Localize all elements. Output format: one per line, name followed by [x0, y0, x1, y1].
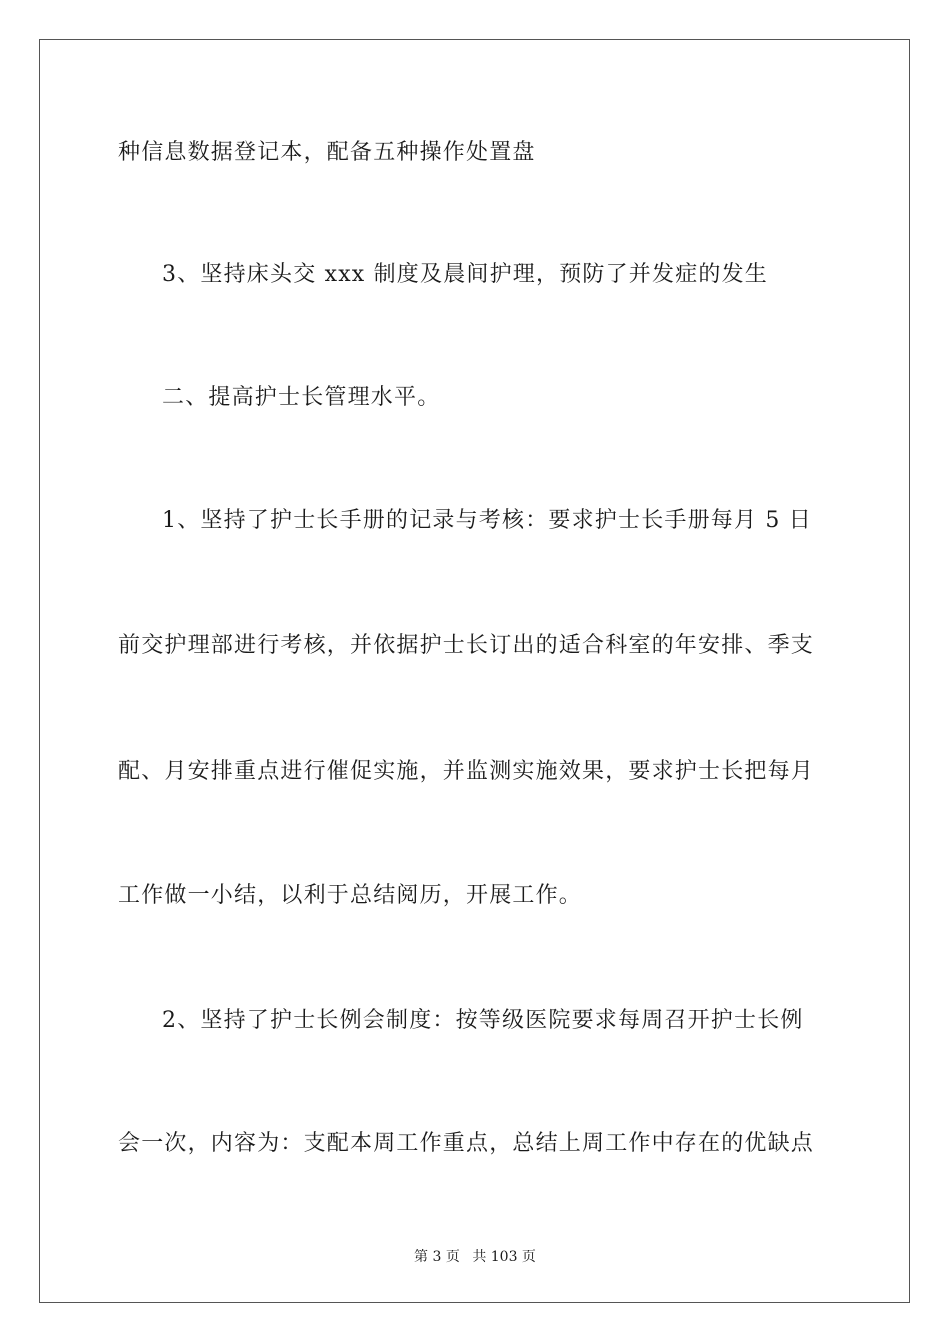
body-line-7: 工作做一小结，以利于总结阅历，开展工作。: [118, 883, 583, 908]
body-line-5: 前交护理部进行考核，并依据护士长订出的适合科室的年安排、季支: [118, 633, 815, 658]
page-border: [39, 39, 910, 1303]
page-total: 共 103 页: [472, 1249, 536, 1265]
body-line-9: 会一次，内容为：支配本周工作重点，总结上周工作中存在的优缺点: [118, 1131, 815, 1156]
body-line-2: 3、坚持床头交 xxx 制度及晨间护理，预防了并发症的发生: [162, 262, 769, 287]
body-line-8: 2、坚持了护士长例会制度：按等级医院要求每周召开护士长例: [162, 1008, 804, 1033]
body-line-6: 配、月安排重点进行催促实施，并监测实施效果，要求护士长把每月: [118, 759, 815, 784]
body-line-1: 种信息数据登记本，配备五种操作处置盘: [118, 140, 536, 165]
page-footer: [0, 1248, 950, 1266]
body-line-3-heading: 二、提高护士长管理水平。: [162, 385, 441, 410]
body-line-4: 1、坚持了护士长手册的记录与考核：要求护士长手册每月 5 日: [162, 508, 812, 533]
page-number: 第 3 页: [414, 1249, 460, 1265]
